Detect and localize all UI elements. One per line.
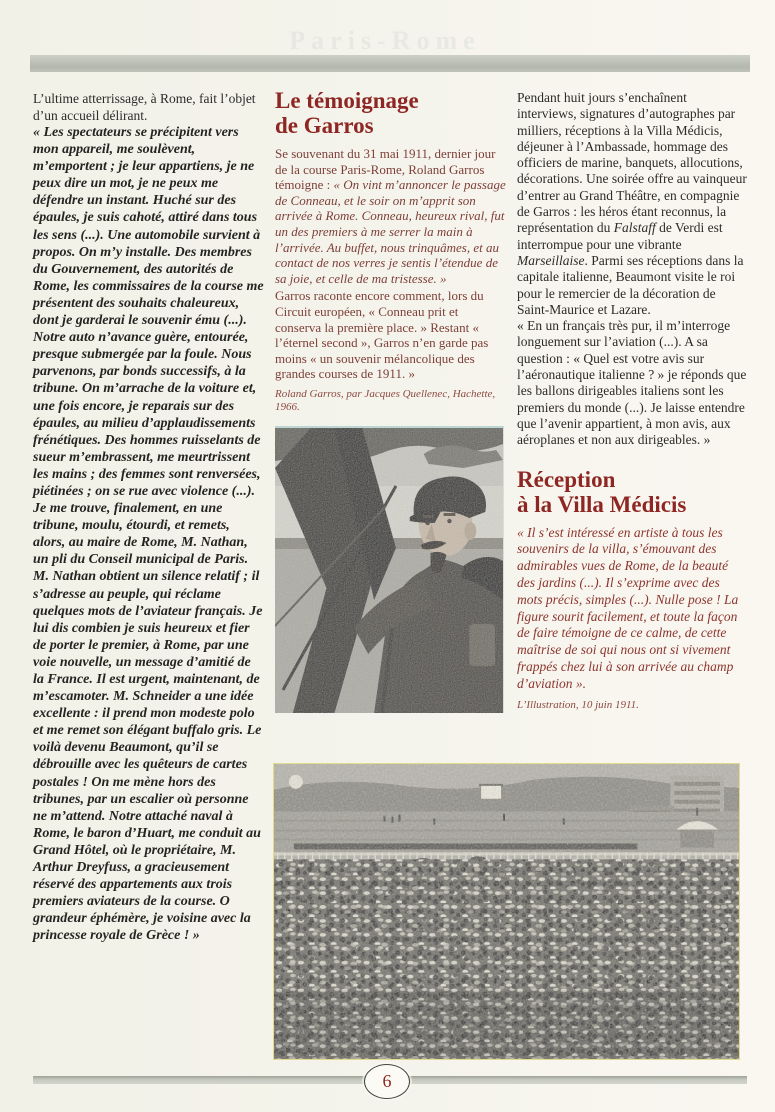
garros-quote-text: « On vint m’annoncer le passage de Conneau, et le soir on m’apprit son arrivée à Rome. Conneau, heureux rival, fut un des premiers à me serrer la main à l’arrivée. Au buffet, nous trinquâmes, et au contact de nos verres je sentis l’étendue de sa joie, et celle de ma tristesse. » (275, 177, 506, 286)
middle-column (275, 88, 506, 713)
section-heading-reception (517, 467, 748, 517)
falstaff-title: Falstaff (613, 220, 656, 236)
crowd-artwork (274, 764, 739, 1059)
beaumont-arrival-quote: « Les spectateurs se précipitent vers mon appareil, me soulèvent, m’emportent ; je leur appartiens, je ne peux dire un mot, je ne peux me défendre un instant. Huché sur des épaules, je suis cahoté, attiré dans tous les sens (...). Une automobile survient à propos. On m’y installe. Des membres du Gouvernement, des autorités de Rome, les commissaires de la course me présentent des souhaits chaleureux, dont je garderai le souvenir ému (...). Notre auto n’avance guère, entourée, presque submergée par la foule. Nous parvenons, par bonds successifs, à la tribune. On m’arrache de la voiture et, une fois encore, je reparais sur des épaules, au milieu d’applaudissements frénétiques. Des hommes ruisselants de sueur m’embrassent, me meurtrissent les mains ; des femmes sont renversées, piétinées ; on se rue avec violence (...). Je me trouve, finalement, en une tribune, moulu, étourdi, et remets, alors, au maire de Rome, M. Nathan, un pli du Conseil municipal de Paris. M. Nathan obtient un silence relatif ; il s’adresse au peuple, qui réclame quelques mots de l’aviateur français. Je lui dis combien je suis heureux et fier de porter le premier, à Rome, par une voie nouvelle, un message d’amitié de la France. Il est urgent, maintenant, de m’escamoter. M. Schneider a une idée excellente : il prend mon modeste polo et me remet son élégant buffalo gris. Le voilà devenu Beaumont, qu’il se débrouille avec les quêteurs de cartes postales ! On me mène hors des tribunes, par un escalier où personne ne m’attend. Notre attaché naval à Rome, le baron d’Huart, me conduit au Grand Hôtel, où le propriétaire, M. Arthur Dreyfuss, a gracieusement réservé des appartements aux trois premiers aviateurs de la course. O grandeur éphémère, je voisine avec la princesse royale de Grèce ! » (33, 125, 264, 944)
ghost-title-bleedthrough: Paris-Rome (289, 26, 481, 55)
garros-testimony-paragraph (275, 146, 506, 286)
marseillaise-title: Marseillaise (517, 252, 585, 268)
garros-portrait-illustration (275, 428, 503, 713)
heading-line: de Garros (275, 113, 374, 138)
heading-line: à la Villa Médicis (517, 491, 687, 517)
left-column (33, 90, 264, 945)
king-audience-quote: « En un français très pur, il m’interroge longuement sur l’aviation (...). A sa question : « Quel est votre avis sur l’aéronautique italienne ? » je réponds que les ballons dirigeables italiens sont les premiers du monde (...). Je laisse entendre que l’avenir appartient, à mon avis, aux aéroplanes et non aux dirigeables. » (517, 318, 747, 448)
receptions-text: Pendant huit jours s’enchaînent interviews, signatures d’autographes par milliers, réceptions à la Villa Médicis, déjeuner à l’Ambassade, hommage des officiers de marine, banquets, allocutions, décorations. Une soirée offre au vainqueur d’entrer au Grand Théâtre, en compagnie de Garros : les héros étant reconnus, la représentation du (517, 90, 747, 236)
portrait-artwork (275, 428, 503, 713)
villa-medicis-quote: « Il s’est intéressé en artiste à tous les souvenirs de la villa, s’émouvant des admirables vues de Rome, de la beauté des jardins (...). Il s’exprime avec des mots précis, simples (...). Nulle pose ! La figure sourit facilement, et toute la façon de faire témoigne de ce calme, de cette maîtrise de soi qui nous ont si vivement frappés chez lui à son arrivée au champ d’aviation ». (517, 524, 739, 691)
heading-line: Réception (517, 466, 616, 492)
receptions-text: de Verdi est interrompue pour une vibrante (517, 220, 723, 252)
section-heading-temoignage (275, 88, 506, 138)
receptions-paragraph (517, 90, 748, 318)
garros-source-credit: Roland Garros, par Jacques Quellenec, Hachette, 1966. (275, 387, 496, 413)
garros-lead-text: Se souvenant du 31 mai 1911, dernier jour de la course Paris-Rome, Roland Garros témoigne : (275, 146, 496, 193)
page-number-badge (364, 1064, 410, 1099)
page-number: 6 (382, 1071, 392, 1091)
top-decorative-band (30, 55, 750, 72)
illustration-source-credit: L’Illustration, 10 juin 1911. (517, 698, 639, 711)
crowd-illustration (274, 764, 739, 1059)
crowd-photo (273, 763, 740, 1060)
right-column (517, 90, 748, 712)
receptions-text: . Parmi ses réceptions dans la capitale italienne, Beaumont visite le roi pour le remercier de la décoration de Saint-Maurice et Lazare. (517, 252, 744, 317)
heading-line: Le témoignage (275, 88, 419, 113)
garros-portrait-photo (275, 426, 504, 713)
intro-paragraph: L’ultime atterrissage, à Rome, fait l’objet d’un accueil délirant. (33, 91, 256, 123)
garros-second-paragraph: Garros raconte encore comment, lors du Circuit européen, « Conneau prit et conserva la première place. » Restant « l’éternel second », Garros n’en garde pas moins « un souvenir mélancolique des grandes courses de 1911. » (275, 288, 489, 382)
